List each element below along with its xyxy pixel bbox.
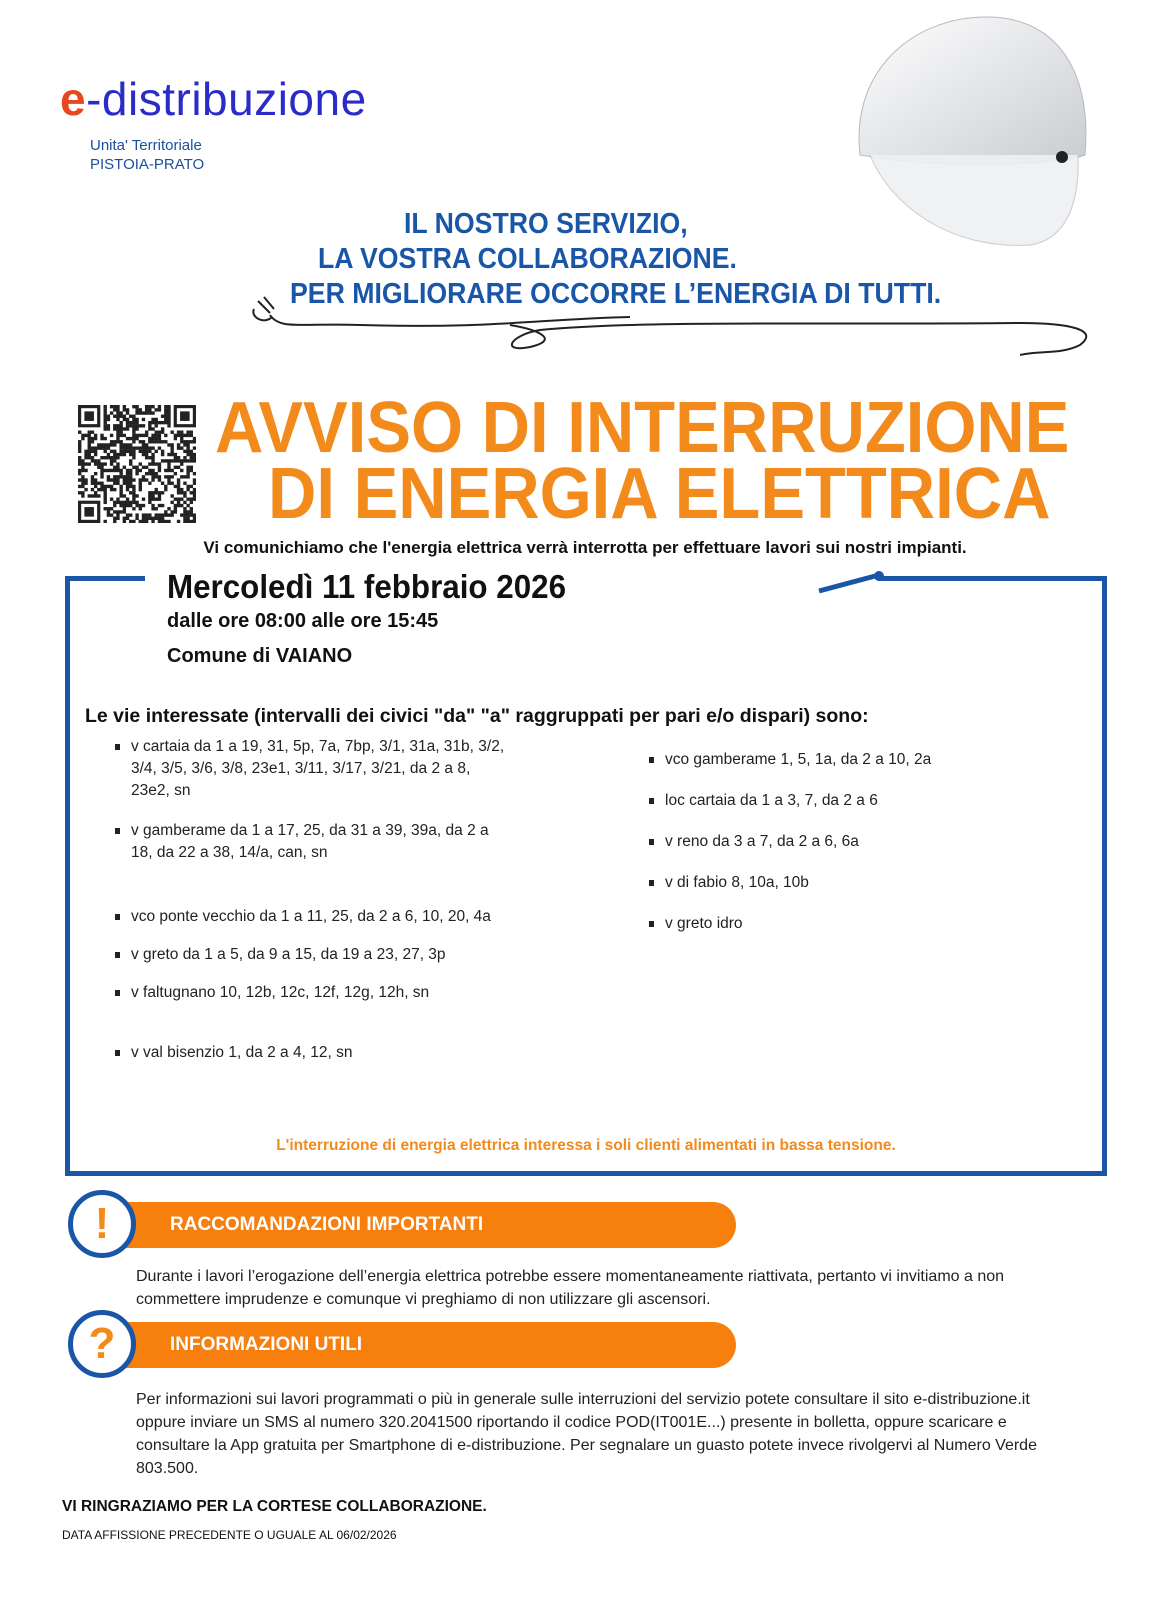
street-item: v di fabio 8, 10a, 10b	[647, 872, 1067, 894]
slogan-line: PER MIGLIORARE OCCORRE L’ENERGIA DI TUTTI.	[290, 278, 942, 310]
notice-subtitle: Vi comunichiamo che l'energia elettrica verrà interrotta per effettuare lavori sui nostri impianti.	[203, 538, 967, 557]
qr-code[interactable]	[78, 405, 196, 523]
street-item: loc cartaia da 1 a 3, 7, da 2 a 6	[647, 790, 1067, 812]
streets-list-right	[647, 749, 1067, 935]
thanks-text: VI RINGRAZIAMO PER LA CORTESE COLLABORAZIONE.	[62, 1498, 487, 1515]
street-item: v val bisenzio 1, da 2 a 4, 12, sn	[113, 1042, 513, 1064]
street-item: v greto idro	[647, 913, 1067, 935]
notice-title: DI ENERGIA ELETTRICA	[268, 454, 1051, 534]
outage-municipality: Comune di VAIANO	[167, 645, 353, 667]
street-item: v gamberame da 1 a 17, 25, da 31 a 39, 39a, da 2 a 18, da 22 a 38, 14/a, can, sn	[113, 820, 513, 864]
outage-date: Mercoledì 11 febbraio 2026	[167, 568, 567, 605]
info-text: Per informazioni sui lavori programmati o più in generale sulle interruzioni del servizio potete consultare il sito e-distribuzione.it oppure inviare un SMS al numero 320.2041500 riportando il codice POD(IT001E...) presente in bolletta, oppure scaricare e consultare la App gratuita per Smartphone di e-distribuzione. Per segnalare un guasto potete invece rivolgervi al Numero Verde 803.500.	[136, 1391, 1037, 1477]
slogan-line: IL NOSTRO SERVIZIO,	[404, 208, 688, 240]
question-icon: ?	[68, 1310, 136, 1378]
notice-title: AVVISO DI INTERRUZIONE	[215, 388, 1070, 468]
street-item: v faltugnano 10, 12b, 12c, 12f, 12g, 12h, sn	[113, 982, 513, 1004]
recommendations-banner: RACCOMANDAZIONI IMPORTANTI	[122, 1202, 736, 1248]
info-banner: INFORMAZIONI UTILI	[122, 1322, 736, 1368]
street-item: v cartaia da 1 a 19, 31, 5p, 7a, 7bp, 3/1, 31a, 31b, 3/2, 3/4, 3/5, 3/6, 3/8, 23e1, 3/11, 3/17, 3/21, da 2 a 8, 23e2, sn	[113, 736, 513, 802]
street-item: v greto da 1 a 5, da 9 a 15, da 19 a 23, 27, 3p	[113, 944, 513, 966]
cable-plug-icon	[240, 295, 1120, 375]
unit-label: Unita' Territoriale	[90, 137, 202, 154]
unit-name: PISTOIA-PRATO	[90, 156, 205, 173]
outage-time: dalle ore 08:00 alle ore 15:45	[167, 610, 439, 632]
streets-heading: Le vie interessate (intervalli dei civici "da" "a" raggruppati per pari e/o dispari) sono:	[85, 705, 869, 727]
slogan-line: LA VOSTRA COLLABORAZIONE.	[318, 243, 737, 275]
street-item: vco gamberame 1, 5, 1a, da 2 a 10, 2a	[647, 749, 1067, 771]
divider	[65, 576, 145, 581]
low-voltage-note: L'interruzione di energia elettrica interessa i soli clienti alimentati in bassa tensione.	[276, 1137, 896, 1154]
company-logo: e-distribuzione	[60, 73, 367, 125]
helmet-icon	[830, 5, 1100, 260]
divider	[878, 576, 1107, 581]
affixion-date: DATA AFFISSIONE PRECEDENTE O UGUALE AL 06/02/2026	[62, 1528, 397, 1542]
decorative-line	[815, 565, 895, 595]
street-item: v reno da 3 a 7, da 2 a 6, 6a	[647, 831, 1067, 853]
recommendations-text: Durante i lavori l’erogazione dell’energia elettrica potrebbe essere momentaneamente riattivata, pertanto vi invitiamo a non commettere imprudenze e comunque vi preghiamo di non utilizzare gli ascensori.	[136, 1268, 1005, 1308]
exclamation-icon: !	[68, 1190, 136, 1258]
streets-list-left	[113, 736, 513, 1064]
street-item: vco ponte vecchio da 1 a 11, 25, da 2 a 6, 10, 20, 4a	[113, 906, 513, 928]
